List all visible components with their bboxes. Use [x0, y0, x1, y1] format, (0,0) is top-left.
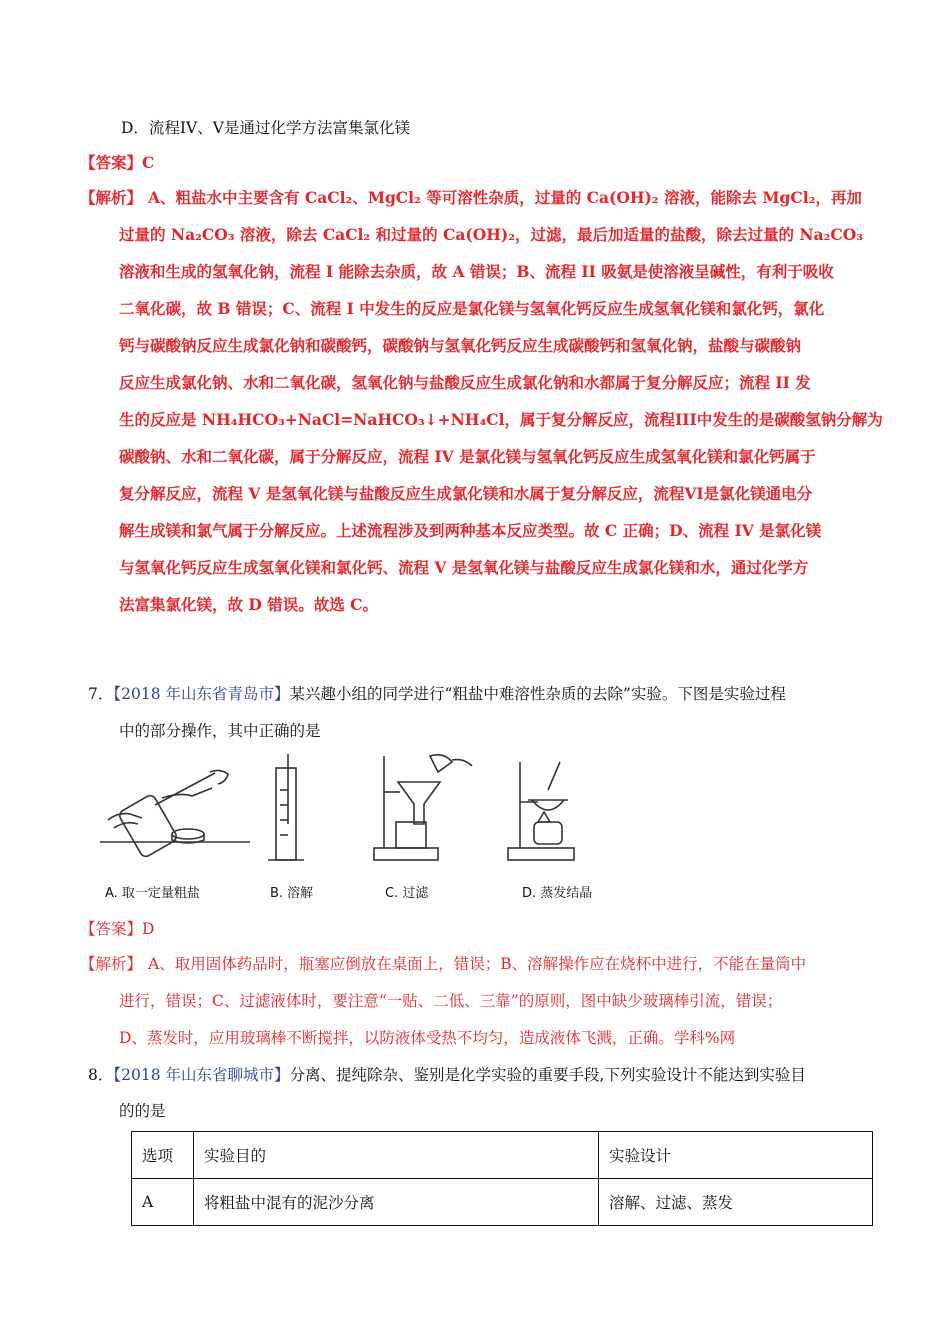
q7-analysis-line: A、取用固体药品时，瓶塞应倒放在桌面上，错误；B、溶解操作应在烧杯中进行，不能在量筒中	[148, 955, 807, 973]
q6-analysis-line: 法富集氯化镁，故 D 错误。故选 C。	[119, 595, 378, 614]
q6-analysis-line: 溶液和生成的氢氧化钠，流程 I 能除去杂质，故 A 错误；B、流程 II 吸氨是使溶液呈碱性，有利于吸收	[119, 262, 834, 281]
q6-analysis-line: 复分解反应，流程 V 是氢氧化镁与盐酸反应生成氯化镁和水属于复分解反应，流程VI是氯化镁通电分	[119, 484, 813, 503]
question-source: 【2018 年山东省聊城市】	[113, 1066, 290, 1084]
answer-value: D	[142, 920, 155, 938]
q6-analysis-line: 钙与碳酸钠反应生成氯化钠和碳酸钙，碳酸钠与氢氧化钙反应生成碳酸钙和氢氧化钠，盐酸与碳酸钠	[119, 336, 802, 355]
table-header-row	[132, 1132, 873, 1179]
option-d: D．流程IV、V是通过化学方法富集氯化镁	[121, 119, 410, 137]
q6-analysis-line: 二氧化碳，故 B 错误；C、流程 I 中发生的反应是氯化镁与氢氧化钙反应生成氢氧化镁和氯化钙，氯化	[119, 299, 825, 318]
q7-analysis-tag: 【解析】	[80, 955, 143, 973]
experiment-figure	[100, 750, 620, 900]
figure-caption: B. 溶解	[270, 886, 314, 901]
take-salt-illustration	[100, 770, 250, 858]
q6-analysis-line: 解生成镁和氯气属于分解反应。上述流程涉及到两种基本反应类型。故 C 正确；D、流程 IV 是氯化镁	[119, 521, 822, 540]
figure-caption: C. 过滤	[385, 886, 429, 901]
question-source: 【2018 年山东省青岛市】	[113, 685, 290, 703]
table-cell: 将粗盐中混有的泥沙分离	[194, 1179, 599, 1226]
table-header-cell: 选项	[132, 1132, 194, 1179]
q6-analysis-line: 反应生成氯化钠、水和二氧化碳，氢氧化钠与盐酸反应生成氯化钠和水都属于复分解反应；流程 II 发	[119, 373, 811, 392]
table-row	[132, 1179, 873, 1226]
q8-stem	[88, 1063, 806, 1085]
q7-analysis-line: D、蒸发时，应用玻璃棒不断搅拌，以防液体受热不均匀，造成液体飞溅，正确。学科%网	[119, 1029, 736, 1047]
q6-analysis-line: 碳酸钠、水和二氧化碳，属于分解反应，流程 IV 是氯化镁与氢氧化钙反应生成氢氧化镁和氯化钙属于	[119, 447, 816, 466]
q6-analysis-tag: 【解析】	[80, 188, 143, 207]
answer-tag: 【答案】	[80, 920, 143, 938]
table-cell: A	[132, 1179, 194, 1226]
q7-stem	[88, 682, 786, 704]
question-number: 8．	[88, 1066, 114, 1084]
table-header-cell: 实验目的	[194, 1132, 599, 1179]
question-text: 某兴趣小组的同学进行“粗盐中难溶性杂质的去除”实验。下图是实验过程	[289, 685, 786, 703]
filtration-illustration	[374, 755, 472, 860]
q6-analysis-line: A、粗盐水中主要含有 CaCl₂、MgCl₂ 等可溶性杂质，过量的 Ca(OH)₂ 溶液，能除去 MgCl₂，再加	[148, 188, 862, 207]
q7-stem-cont: 中的部分操作，其中正确的是	[119, 722, 321, 740]
q6-analysis-line: 与氢氧化钙反应生成氢氧化镁和氯化钙、流程 V 是氢氧化镁与盐酸反应生成氯化镁和水，通过化学方	[119, 558, 809, 577]
figure-caption: A. 取一定量粗盐	[105, 886, 200, 901]
q8-table	[131, 1131, 873, 1226]
q6-analysis-line: 过量的 Na₂CO₃ 溶液，除去 CaCl₂ 和过量的 Ca(OH)₂，过滤，最后加适量的盐酸，除去过量的 Na₂CO₃	[119, 225, 864, 244]
figure-caption: D. 蒸发结晶	[522, 886, 593, 901]
evaporation-illustration	[508, 762, 574, 860]
q7-answer	[80, 917, 154, 939]
q8-stem-cont: 的的是	[119, 1102, 166, 1120]
measuring-cylinder-illustration	[268, 754, 304, 860]
question-number: 7．	[88, 685, 114, 703]
table-cell: 溶解、过滤、蒸发	[599, 1179, 873, 1226]
answer-tag: 【答案】	[80, 153, 143, 172]
answer-value: C	[142, 153, 155, 172]
table-header-cell: 实验设计	[599, 1132, 873, 1179]
q7-analysis-line: 进行，错误；C、过滤液体时，要注意“一贴、二低、三靠”的原则，图中缺少玻璃棒引流，错误；	[119, 992, 783, 1010]
q6-analysis-line: 生的反应是 NH₄HCO₃+NaCl=NaHCO₃↓+NH₄Cl，属于复分解反应，流程III中发生的是碳酸氢钠分解为	[119, 410, 883, 429]
q6-answer	[80, 151, 154, 173]
question-text: 分离、提纯除杂、鉴别是化学实验的重要手段,下列实验设计不能达到实验目	[289, 1066, 806, 1084]
